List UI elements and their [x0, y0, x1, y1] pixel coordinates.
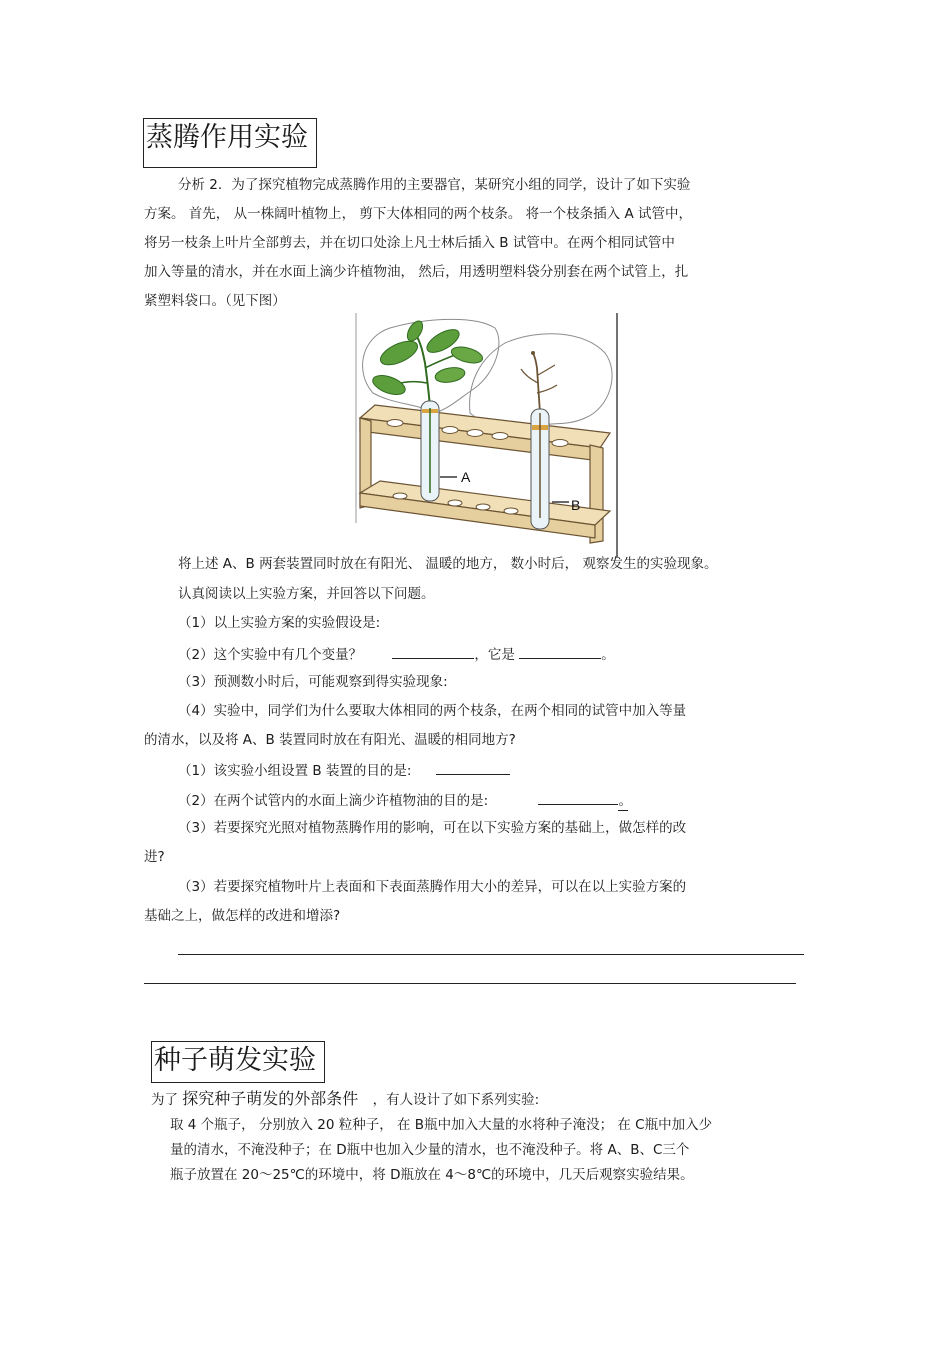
intro-prefix: 为了	[151, 1092, 178, 1108]
after-figure-line-1: 将上述 A、B 两套装置同时放在有阳光、 温暖的地方， 数小时后， 观察发生的实验现象。	[178, 556, 718, 572]
question-5-text: （1）该实验小组设置 B 装置的目的是:	[178, 763, 412, 779]
answer-line[interactable]	[144, 983, 796, 984]
question-6	[178, 790, 632, 811]
question-7-line-1: （3）若要探究光照对植物蒸腾作用的影响，可在以下实验方案的基础上，做怎样的改	[178, 820, 687, 836]
germination-line-1: 取 4 个瓶子， 分别放入 20 粒种子， 在 B瓶中加入大量的水将种子淹没； 在 C瓶中加入少	[170, 1117, 713, 1133]
question-6-text: （2）在两个试管内的水面上滴少许植物油的目的是:	[178, 793, 489, 809]
after-figure-line-2: 认真阅读以上实验方案，并回答以下问题。	[178, 586, 435, 602]
question-8-line-1: （3）若要探究植物叶片上表面和下表面蒸腾作用大小的差异，可以在以上实验方案的	[178, 879, 687, 895]
intro-topic: 探究种子萌发的外部条件	[182, 1089, 359, 1108]
answer-blank[interactable]	[436, 760, 510, 775]
experiment-figure	[355, 313, 620, 558]
test-tube-rack-illustration	[355, 313, 620, 558]
intro-line-3: 将另一枝条上叶片全部剪去，并在切口处涂上凡士林后插入 B 试管中。在两个相同试管中	[144, 235, 675, 251]
question-8-line-2: 基础之上，做怎样的改进和增添?	[144, 908, 341, 924]
question-1: （1）以上实验方案的实验假设是:	[178, 615, 381, 631]
question-5	[178, 760, 510, 780]
section-title-germination	[151, 1041, 325, 1083]
answer-blank[interactable]	[538, 790, 618, 805]
intro-line-1: 分析 2．为了探究植物完成蒸腾作用的主要器官，某研究小组的同学，设计了如下实验	[178, 177, 691, 193]
question-2	[178, 644, 615, 664]
germination-intro	[151, 1090, 539, 1109]
intro-line-4: 加入等量的清水，并在水面上滴少许植物油， 然后，用透明塑料袋分别套在两个试管上，扎	[144, 264, 689, 280]
question-4-line-1: （4）实验中，同学们为什么要取大体相同的两个枝条，在两个相同的试管中加入等量	[178, 703, 687, 719]
question-6-end: 。	[618, 793, 632, 809]
leaf	[450, 344, 485, 366]
answer-blank[interactable]	[519, 644, 601, 659]
leaf	[404, 318, 425, 343]
plant-b-stem	[533, 353, 540, 413]
section-title-transpiration	[143, 118, 317, 168]
leaf	[434, 366, 466, 385]
question-3: （3）预测数小时后，可能观察到得实验现象:	[178, 674, 448, 690]
leaf	[377, 336, 421, 369]
label-b: B	[571, 497, 581, 513]
question-2-mid: ，它是	[474, 647, 515, 663]
question-2-end: 。	[601, 647, 615, 663]
intro-line-5: 紧塑料袋口。（见下图）	[144, 293, 286, 309]
question-7-line-2: 进?	[144, 849, 165, 865]
answer-blank[interactable]	[392, 644, 474, 659]
question-4-line-2: 的清水，以及将 A、B 装置同时放在有阳光、温暖的相同地方?	[144, 732, 516, 748]
section-title-text: 种子萌发实验	[154, 1045, 316, 1076]
intro-line-2: 方案。 首先， 从一株阔叶植物上， 剪下大体相同的两个枝条。 将一个枝条插入 A 试管中，	[144, 206, 692, 222]
plastic-bag-a	[363, 319, 499, 413]
germination-line-3: 瓶子放置在 20～25℃的环境中，将 D瓶放在 4～8℃的环境中，几天后观察实验结果。	[170, 1167, 694, 1183]
intro-suffix: ，有人设计了如下系列实验:	[372, 1092, 540, 1108]
germination-line-2: 量的清水，不淹没种子；在 D瓶中也加入少量的清水，也不淹没种子。将 A、B、C三个	[170, 1142, 690, 1158]
label-a: A	[461, 469, 471, 485]
question-2-text: （2）这个实验中有几个变量？	[178, 647, 363, 663]
section-title-text: 蒸腾作用实验	[146, 122, 308, 153]
answer-line[interactable]	[178, 954, 804, 955]
